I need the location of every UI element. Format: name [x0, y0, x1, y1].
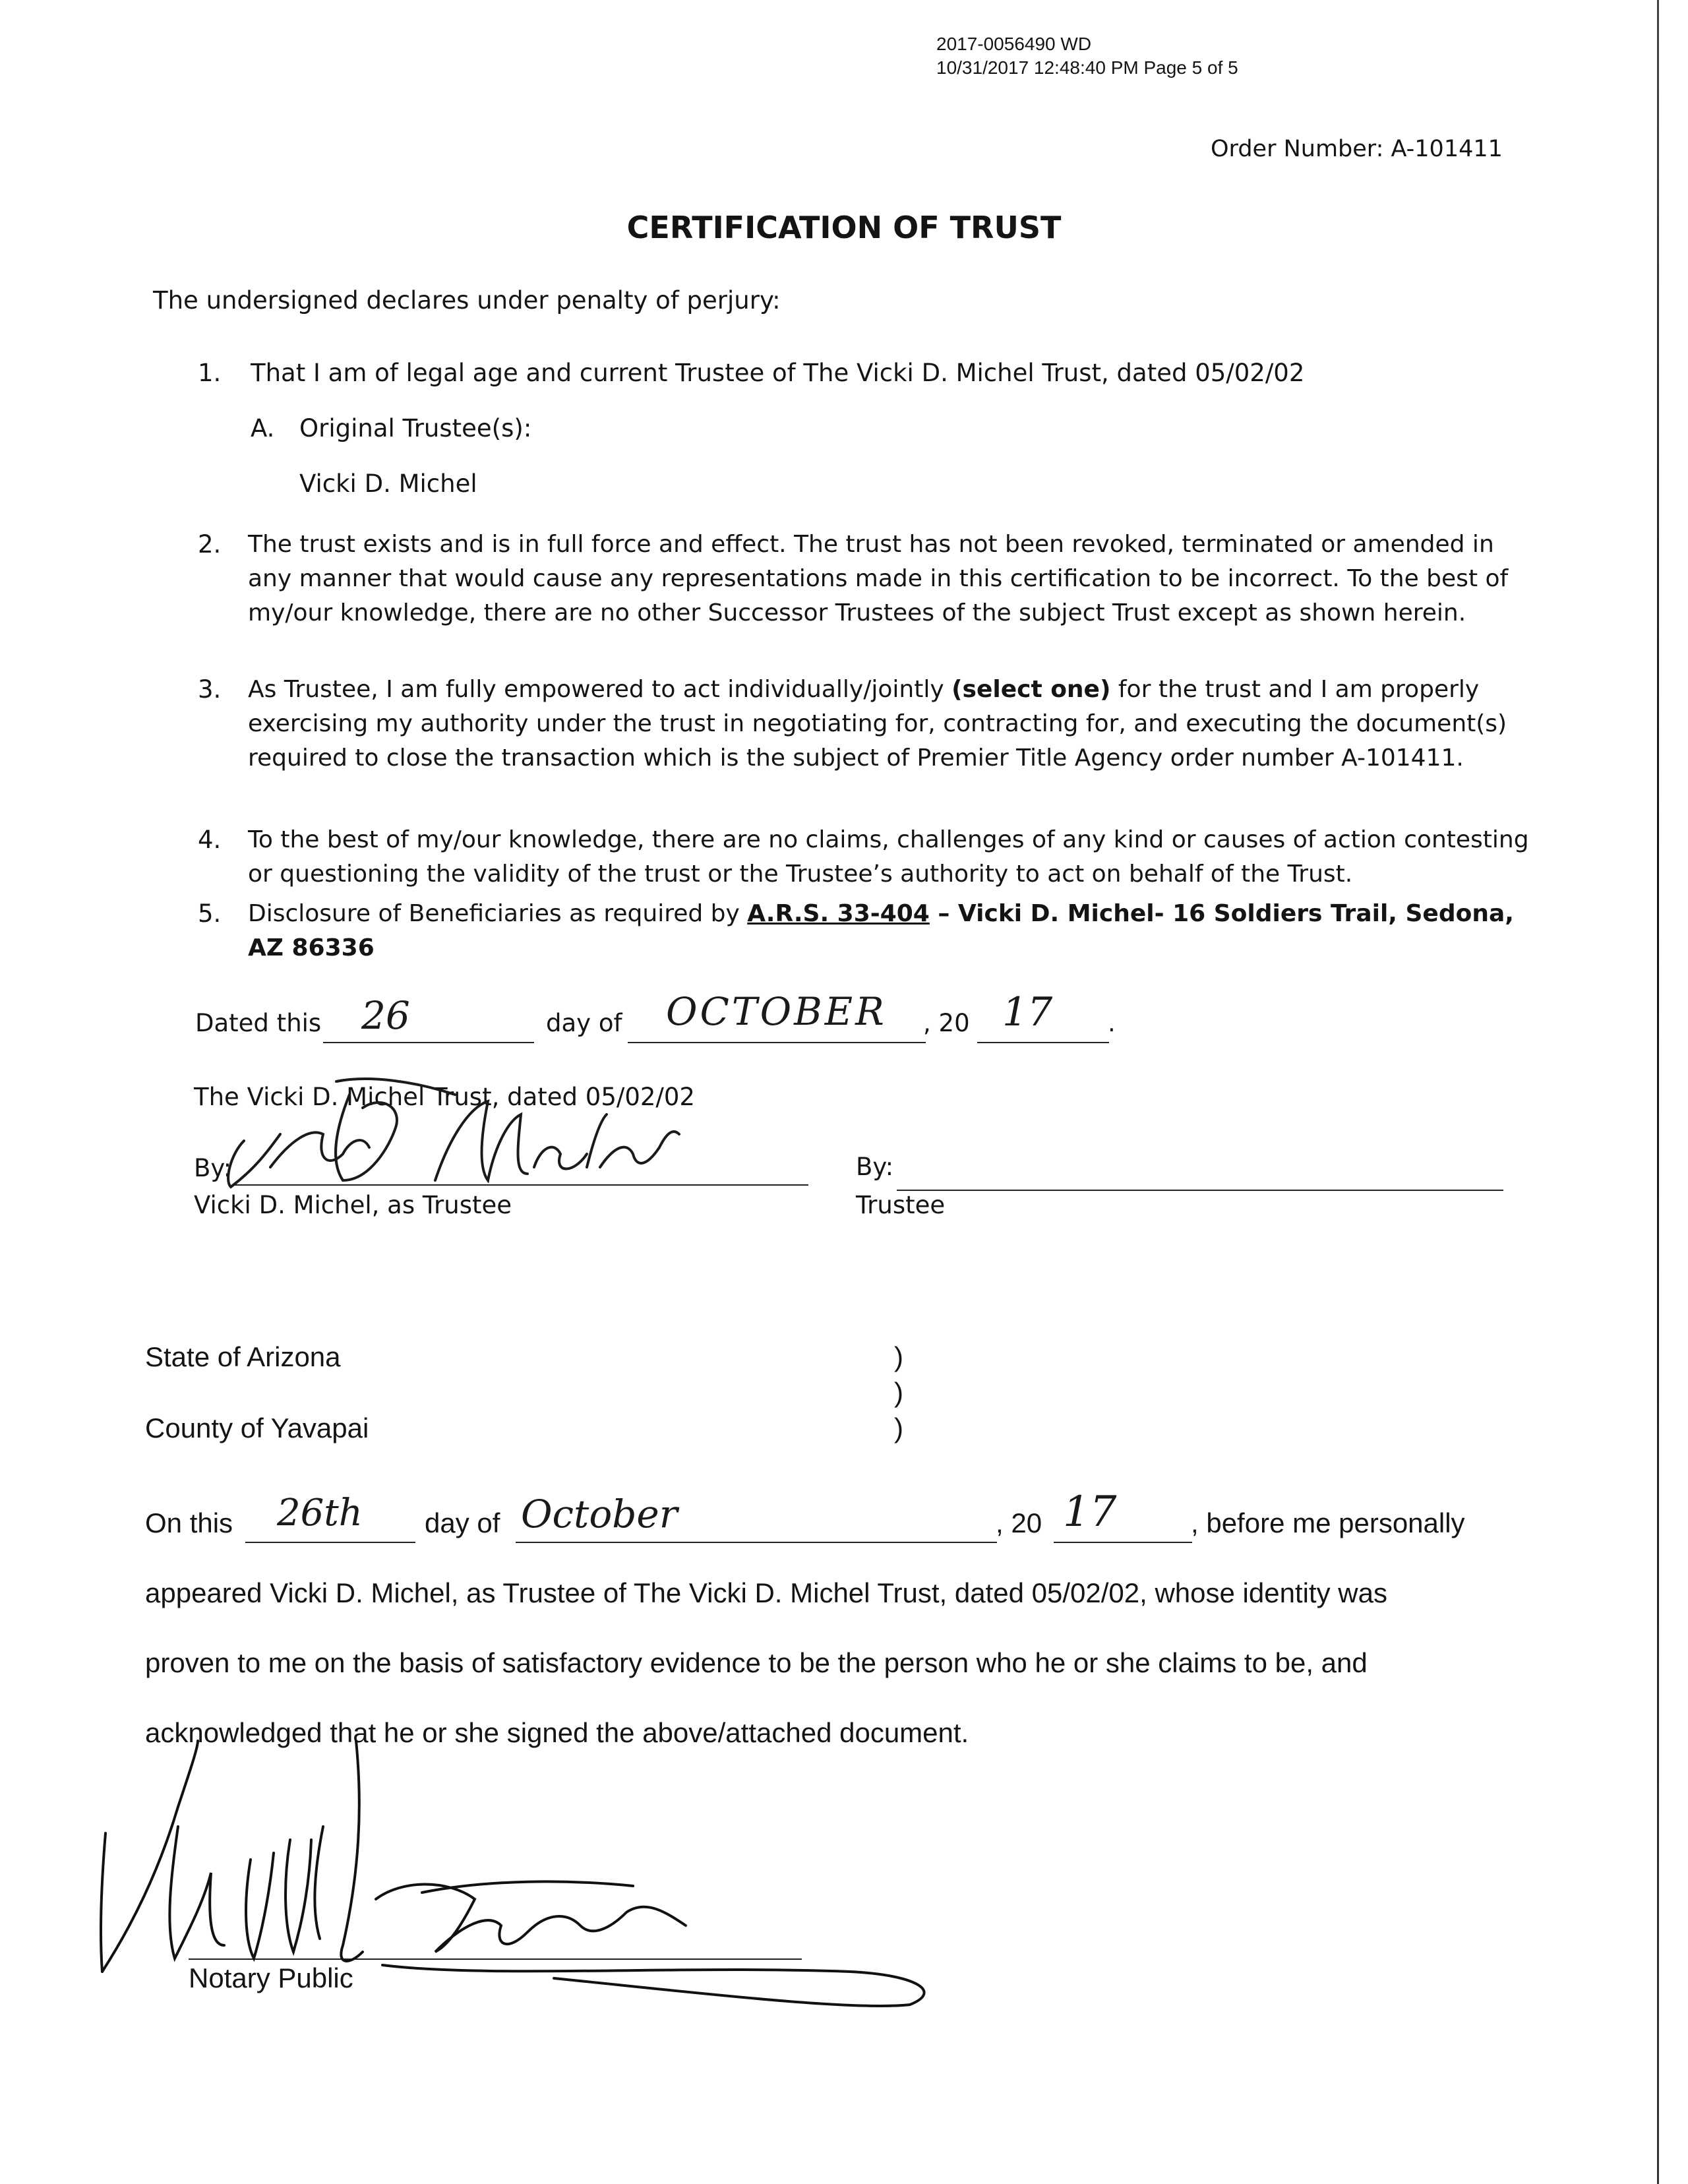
item-number-4: 4.	[198, 826, 222, 854]
dated-day-line	[323, 1042, 534, 1043]
notary-year-prefix: , 20	[996, 1507, 1042, 1538]
co-trustee-signature-line	[897, 1190, 1503, 1191]
statute-reference: A.R.S. 33-404	[747, 900, 930, 927]
recording-doc-number: 2017-0056490 WD	[936, 34, 1092, 54]
notary-handwritten-year: 17	[1063, 1488, 1117, 1536]
dated-day-of-label: day of	[546, 1009, 622, 1037]
dated-month-line	[628, 1042, 926, 1043]
scan-edge-line	[1657, 0, 1659, 2184]
item-text-2: The trust exists and is in full force and effect. The trust has not been revoked, terminated or amended in any manner that would cause any representations made in this certification to be incorrect. To the best of my/our knowledge, there are no other Successor Trustees of the subject Trust except as shown herein.	[248, 531, 1509, 626]
handwritten-year: 17	[1002, 989, 1053, 1035]
notary-signature	[92, 1728, 963, 2018]
notary-handwritten-day: 26th	[277, 1492, 363, 1534]
notary-public-caption: Notary Public	[189, 1962, 353, 1993]
item-3-select-one: (select one)	[951, 676, 1111, 703]
item-number-1: 1.	[198, 359, 222, 387]
notary-day-line	[245, 1542, 415, 1543]
beneficiary-details: – Vicki D. Michel- 16 Soldiers Trail, Sedona, AZ 86336	[248, 900, 1514, 961]
notary-handwritten-month: October	[521, 1492, 678, 1536]
dated-year-prefix: , 20	[923, 1009, 970, 1037]
item-3-text-b: for the trust and I am properly exercising my authority under the trust in negotiating for, contracting for, and executing the document(s) required to close the transaction which is the subject of Premier Title Agency order number A-101411.	[248, 676, 1507, 772]
by-label-right: By:	[856, 1153, 894, 1181]
notary-on-this: On this	[145, 1507, 233, 1538]
notary-month-line	[516, 1542, 997, 1543]
trust-name-line: The Vicki D. Michel Trust, dated 05/02/02	[194, 1083, 695, 1111]
recording-timestamp: 10/31/2017 12:48:40 PM Page 5 of 5	[936, 57, 1238, 78]
item-text-3	[248, 673, 1514, 775]
dated-year-line	[977, 1042, 1109, 1043]
declaration-intro: The undersigned declares under penalty of perjury:	[153, 286, 781, 315]
item-number-5: 5.	[198, 899, 222, 928]
item-text-1: That I am of legal age and current Trustee of The Vicki D. Michel Trust, dated 05/02/02	[251, 359, 1305, 387]
handwritten-month: OCTOBER	[666, 989, 887, 1034]
trustee-caption: Vicki D. Michel, as Trustee	[194, 1191, 512, 1219]
item-number-2: 2.	[198, 530, 222, 559]
item-number-3: 3.	[198, 675, 222, 704]
venue-paren-2: )	[894, 1377, 903, 1408]
item-5-text-a: Disclosure of Beneficiaries as required by	[248, 900, 748, 927]
venue-paren-3: )	[894, 1412, 903, 1443]
dated-this-label: Dated this	[195, 1009, 322, 1037]
notary-line-1: appeared Vicki D. Michel, as Trustee of The Vicki D. Michel Trust, dated 05/02/02, whose identity was	[145, 1577, 1387, 1608]
notary-county: County of Yavapai	[145, 1412, 369, 1443]
original-trustee-name: Vicki D. Michel	[299, 470, 477, 498]
notary-state: State of Arizona	[145, 1341, 341, 1372]
dated-period: .	[1108, 1009, 1116, 1037]
trustee-signature	[218, 1068, 719, 1200]
venue-paren-1: )	[894, 1341, 903, 1372]
page-title: CERTIFICATION OF TRUST	[626, 210, 1062, 245]
co-trustee-caption: Trustee	[856, 1191, 946, 1219]
notary-before-me: , before me personally	[1191, 1507, 1465, 1538]
item-3-text-a: As Trustee, I am fully empowered to act individually/jointly	[248, 676, 952, 703]
notary-day-of: day of	[425, 1507, 500, 1538]
notary-line-2: proven to me on the basis of satisfactory evidence to be the person who he or she claims to be, and	[145, 1647, 1368, 1678]
order-number: Order Number: A-101411	[1211, 136, 1503, 162]
item-sub-text: Original Trustee(s):	[299, 414, 532, 442]
item-sub-label: A.	[251, 414, 275, 442]
notary-line-3: acknowledged that he or she signed the above/attached document.	[145, 1717, 969, 1748]
item-text-4: To the best of my/our knowledge, there are no claims, challenges of any kind or causes of action contesting or questioning the validity of the trust or the Trustee’s authority to act on behalf of the Trust.	[248, 826, 1529, 888]
notary-year-line	[1054, 1542, 1192, 1543]
handwritten-day: 26	[361, 993, 410, 1038]
item-text-5	[248, 897, 1514, 965]
by-label-left: By:	[194, 1154, 232, 1182]
